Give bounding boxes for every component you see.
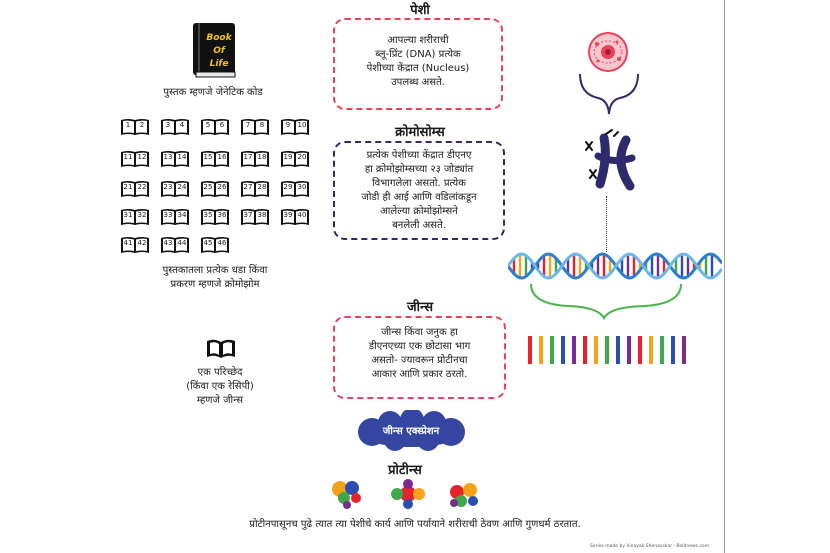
book-pages-icon [280,180,310,198]
book-pages-icon [160,118,190,136]
page-number: 22 [137,183,147,191]
book-pages-icon [240,208,270,226]
open-book-icon [205,338,237,360]
genes-line: असतो- ज्यावरून प्रोटीनचा [371,355,468,366]
page-number: 46 [217,239,227,247]
gene-expression-label: जीन्स एक्स्प्रेशन [382,426,440,437]
cell-icon [586,30,630,74]
page-number: 7 [245,121,251,129]
book-pages-icon [160,208,190,226]
chromosome-line: जोडी ही आई आणि वडिलांकडून [361,192,477,203]
chapter-caption [120,264,310,292]
page-number: 39 [283,211,293,219]
page-number: 30 [297,183,307,191]
page-number: 45 [203,239,213,247]
gene-bars [526,336,696,366]
book-pages-icon [160,180,190,198]
genes-line: जीन्स किंवा जनुक हा [381,327,458,338]
paragraph-caption-line3: म्हणजे जीन्स [196,395,244,406]
page-number: 37 [243,211,253,219]
cell-line: पेशीच्या केंद्रात (Nucleus) [366,63,470,74]
page-number: 26 [217,183,227,191]
book-pages-icon [240,118,270,136]
cell-line: आपल्या शरीराची [387,35,449,46]
book-pages-icon [280,150,310,168]
page-number: 33 [163,211,173,219]
page-number: 8 [259,121,265,129]
page-number: 12 [137,153,147,161]
chromosome-description-box [333,141,505,240]
book-pages-icon [160,236,190,254]
cell-title: पेशी [410,3,430,18]
page-number: 27 [243,183,253,191]
genes-line: डीएनएच्या एक छोटासा भाग [368,341,471,352]
cell-bracket [576,72,642,130]
page-number: 25 [203,183,213,191]
genes-description-box [333,316,506,399]
chromosome-line: विभागलेला असतो. प्रत्येक [372,178,466,189]
protein-cluster-3 [446,478,482,510]
page-number: 28 [257,183,267,191]
book-pages-icon [200,236,230,254]
page-number: 34 [177,211,187,219]
proteins-title: प्रोटीन्स [388,463,422,478]
page-number: 35 [203,211,213,219]
book-pages-icon [240,180,270,198]
chromosome-title: क्रोमोसोम्स [395,125,445,140]
page-number: 15 [203,153,213,161]
page-number: 19 [283,153,293,161]
book-pages-icon [120,180,150,198]
page-number: 44 [177,239,187,247]
gene-expression-cloud [350,410,472,452]
book-of-life-icon [190,22,238,78]
page-number: 11 [123,153,133,161]
chapter-caption-line2: प्रकरण म्हणजे क्रोमोझोम [170,279,260,290]
page-border [724,0,725,553]
book-pages-icon [160,150,190,168]
page-number: 10 [297,121,307,129]
dna-bracket [528,282,684,324]
page-number: 40 [297,211,307,219]
page-number: 31 [123,211,133,219]
footer-credit: Series made by Vinayak Shenavskar - Boldnews.com [590,544,710,549]
page-number: 23 [163,183,173,191]
page-number: 9 [285,121,291,129]
page-number: 13 [163,153,173,161]
page-number: 5 [205,121,211,129]
protein-cluster-2 [388,478,428,510]
genes-line: आकार आणि प्रकार ठरतो. [371,369,468,380]
book-pages-icon [280,208,310,226]
book-pages-icon [120,118,150,136]
book-cover-line2: Of Life [209,46,229,69]
book-caption: पुस्तक म्हणजे जेनेटिक कोड [163,87,263,98]
paragraph-caption [150,366,290,408]
chromosome-line: आलेल्या क्रोमोझोम्सने [380,206,458,217]
page-number: 24 [177,183,187,191]
genes-title: जीन्स [407,300,433,315]
chromosome-line: हा क्रोमोझोम्सच्या २३ जोड्यांत [364,164,474,175]
page-number: 38 [257,211,267,219]
page-number: 3 [165,121,171,129]
page-number: 29 [283,183,293,191]
page-number: 18 [257,153,267,161]
page-number: 17 [243,153,253,161]
chapter-caption-line1: पुस्तकातला प्रत्येक धडा किंवा [162,265,268,276]
page-number: 1 [125,121,131,129]
page-number: 36 [217,211,227,219]
book-pages-icon [120,208,150,226]
cell-line: ब्लू-प्रिंट (DNA) प्रत्येक [375,49,461,60]
page-number: 43 [163,239,173,247]
book-pages-icon [200,180,230,198]
page-number: 4 [179,121,185,129]
protein-cluster-1 [330,478,366,510]
chromosome-icon [578,128,648,194]
paragraph-caption-line1: एक परिच्छेद [197,367,243,378]
book-pages-icon [280,118,310,136]
book-pages-icon [120,150,150,168]
footer-text: प्रोटीनपासूनच पुढे त्यात त्या पेशीचे कार्य आणि पर्यायाने शरीराची ठेवण आणि गुणधर्म ठरतात. [249,519,581,530]
book-pages-icon [200,208,230,226]
book-pages-icon [200,118,230,136]
page-number: 16 [217,153,227,161]
book-pages-icon [200,150,230,168]
chromosome-line: बनलेली असते. [392,220,446,231]
page-number: 14 [177,153,187,161]
page-number: 32 [137,211,147,219]
page-number: 42 [137,239,147,247]
book-pages-icon [240,150,270,168]
cell-line: उपलब्ध असते. [391,77,445,88]
page-number: 6 [219,121,225,129]
page-number: 2 [139,121,145,129]
page-number: 20 [297,153,307,161]
book-cover-line1: Book [206,33,232,43]
page-number: 21 [123,183,133,191]
chromosome-line: प्रत्येक पेशीच्या केंद्रात डीएनए [366,150,472,161]
page-number: 41 [123,239,133,247]
book-pages-icon [120,236,150,254]
cell-description-box [333,18,503,110]
paragraph-caption-line2: (किंवा एक रेसिपी) [186,381,254,392]
